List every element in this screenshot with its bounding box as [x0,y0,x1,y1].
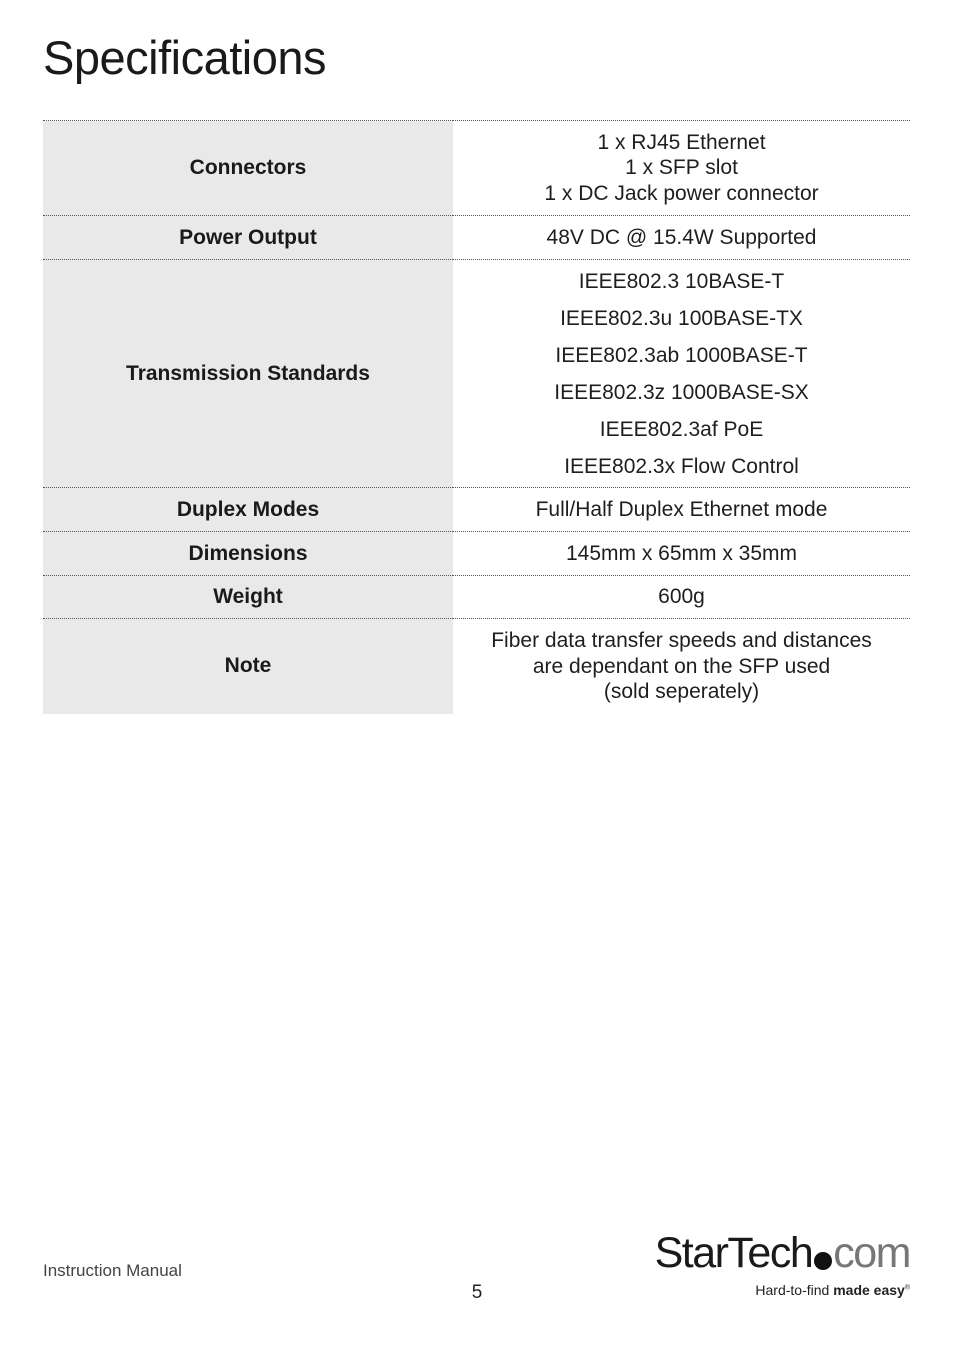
brand-name: StarTech [654,1229,813,1277]
spec-row-dimensions [43,532,910,576]
tagline-regular: Hard-to-find [755,1282,834,1298]
brand-dot-icon [814,1252,832,1270]
tagline-bold: made easy [833,1282,905,1298]
spec-value [453,576,910,619]
spec-value [453,488,910,532]
spec-value-line: 145mm x 65mm x 35mm [565,541,798,565]
spec-value-line: IEEE802.3x Flow Control [564,454,799,478]
spec-row-connectors [43,121,910,216]
spec-row-note [43,619,910,714]
brand-tagline [655,1282,910,1298]
spec-row-duplex-modes [43,488,910,532]
spec-value [453,216,910,260]
spec-value-line: IEEE802.3z 1000BASE-SX [554,380,809,404]
page-title: Specifications [43,31,326,84]
page-number: 5 [471,1282,483,1303]
spec-value-line: Fiber data transfer speeds and distances [491,629,872,652]
spec-value-line: (sold seperately) [603,680,760,703]
spec-label: Power Output [43,216,453,260]
spec-value [453,619,910,714]
spec-value-line: 1 x DC Jack power connector [544,181,819,205]
startech-logo [655,1228,910,1298]
brand-suffix: com [833,1229,910,1277]
spec-label: Note [43,619,453,714]
spec-label: Transmission Standards [43,260,453,488]
spec-value-line: IEEE802.3af PoE [599,417,764,441]
registered-mark: ® [904,1284,910,1292]
spec-value-line: are dependant on the SFP used [532,654,831,678]
spec-value-line: IEEE802.3 10BASE-T [578,269,785,293]
spec-value-line: 1 x RJ45 Ethernet [597,130,766,154]
spec-value-line: IEEE802.3u 100BASE-TX [560,306,803,330]
specifications-table [43,120,910,714]
spec-value-line: Full/Half Duplex Ethernet mode [535,497,828,521]
spec-row-power-output [43,216,910,260]
spec-label: Duplex Modes [43,488,453,532]
spec-value [453,121,910,216]
spec-value-line: 600g [658,585,705,609]
spec-value-line: 1 x SFP slot [625,156,738,180]
spec-row-transmission-standards [43,260,910,488]
spec-value-line: 48V DC @ 15.4W Supported [546,225,817,249]
spec-value [453,260,910,488]
spec-label: Dimensions [43,532,453,576]
footer-manual-label: Instruction Manual [43,1261,182,1280]
spec-label: Connectors [43,121,453,216]
spec-value-line: IEEE802.3ab 1000BASE-T [555,343,808,367]
brand-wordmark [655,1228,910,1278]
spec-label: Weight [43,576,453,619]
spec-value [453,532,910,576]
spec-row-weight [43,576,910,619]
